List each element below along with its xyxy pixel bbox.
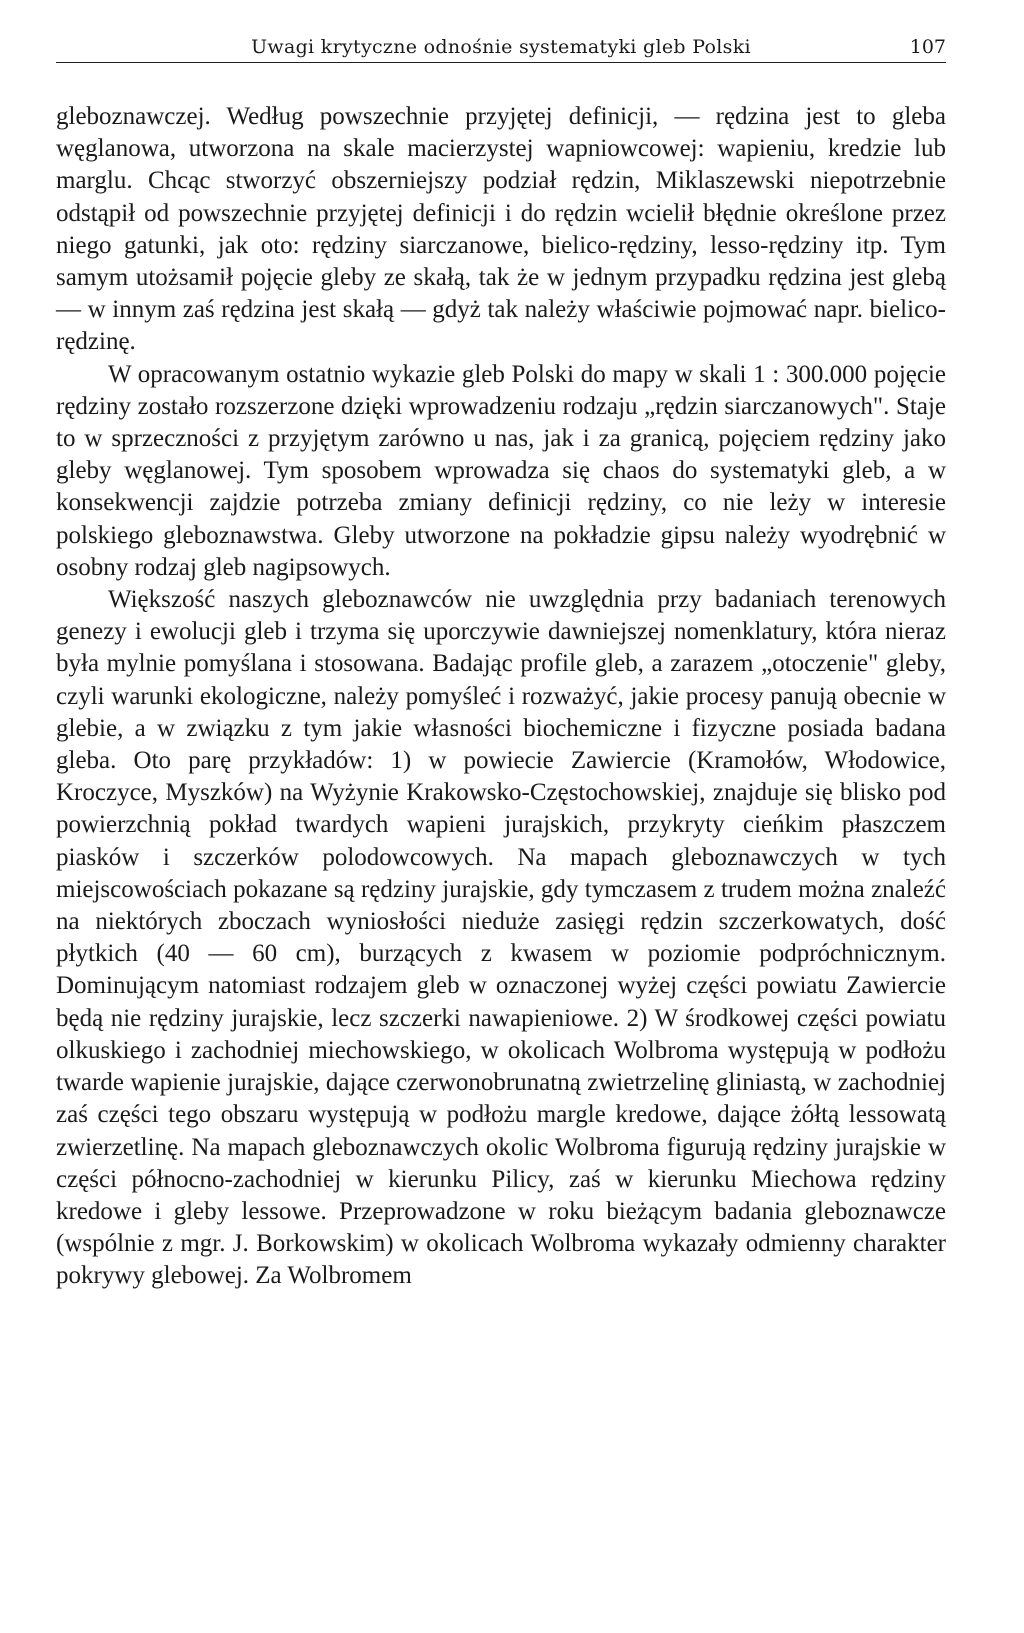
header-title: Uwagi krytyczne odnośnie systematyki gleb Polski	[251, 36, 751, 58]
paragraph: W opracowanym ostatnio wykazie gleb Polski do mapy w skali 1 : 300.000 pojęcie rędziny zostało rozszerzone dzięki wprowadzeniu rodzaju „rędzin siarczanowych". Staje to w sprzeczności z przyjętym zarówno u nas, jak i za granicą, pojęciem rędziny jako gleby węglanowej. Tym sposobem wprowadza się chaos do systematyki gleb, a w konsekwencji zajdzie potrzeba zmiany definicji rędziny, co nie leży w interesie polskiego gleboznawstwa. Gleby utworzone na pokładzie gipsu należy wyodrębnić w osobny rodzaj gleb nagipsowych.	[56, 360, 946, 581]
page-number: 107	[909, 36, 946, 58]
running-header	[56, 30, 946, 63]
body-text	[56, 101, 946, 1293]
paragraph: Większość naszych gleboznawców nie uwzględnia przy badaniach terenowych genezy i ewolucji gleb i trzyma się uporczywie dawniejszej nomenklatury, która nieraz była mylnie pomyślana i stosowana. Badając profile gleb, a zarazem „otoczenie" gleby, czyli warunki ekologiczne, należy pomyśleć i rozważyć, jakie procesy panują obecnie w glebie, a w związku z tym jakie własności biochemiczne i fizyczne posiada badana gleba. Oto parę przykładów: 1) w powiecie Zawiercie (Kramołów, Włodowice, Kroczyce, Myszków) na Wyżynie Krakowsko-Częstochowskiej, znajduje się blisko pod powierzchnią pokład twardych wapieni jurajskich, przykryty cieńkim płaszczem piasków i szczerków polodowcowych. Na mapach gleboznawczych w tych miejscowościach pokazane są rędziny jurajskie, gdy tymczasem z trudem można znaleźć na niektórych zboczach wyniosłości nieduże zasięgi rędzin szczerkowatych, dość płytkich (40 — 60 cm), burzących z kwasem w poziomie podpróchnicznym. Dominującym natomiast rodzajem gleb w oznaczonej wyżej części powiatu Zawiercie będą nie rędziny jurajskie, lecz szczerki nawapieniowe. 2) W środkowej części powiatu olkuskiego i zachodniej miechowskiego, w okolicach Wolbroma występują w podłożu twarde wapienie jurajskie, dające czerwonobrunatną zwietrzelinę gliniastą, w zachodniej zaś części tego obszaru występują w podłożu margle kredowe, dające żółtą lessowatą zwierzetlinę. Na mapach gleboznawczych okolic Wolbroma figurują rędziny jurajskie w części północno-zachodniej w kierunku Pilicy, zaś w kierunku Miechowa rędziny kredowe i gleby lessowe. Przeprowadzone w roku bieżącym badania gleboznawcze (wspólnie z mgr. J. Borkowskim) w okolicach Wolbroma wykazały odmienny charakter pokrywy glebowej. Za Wolbromem	[56, 586, 946, 1290]
paragraph-continued: gleboznawczej. Według powszechnie przyjętej definicji, — rędzina jest to gleba węglanowa, utworzona na skale macierzystej wapniowcowej: wapieniu, kredzie lub marglu. Chcąc stworzyć obszerniejszy podział rędzin, Miklaszewski niepotrzebnie odstąpił od powszechnie przyjętej definicji i do rędzin wcielił błędnie określone przez niego gatunki, jak oto: rędziny siarczanowe, bielico-rędziny, lesso-rędziny itp. Tym samym utożsamił pojęcie gleby ze skałą, tak że w jednym przypadku rędzina jest glebą — w innym zaś rędzina jest skałą — gdyż tak należy właściwie pojmować napr. bielico-rędzinę.	[56, 103, 946, 356]
page	[56, 30, 946, 1293]
